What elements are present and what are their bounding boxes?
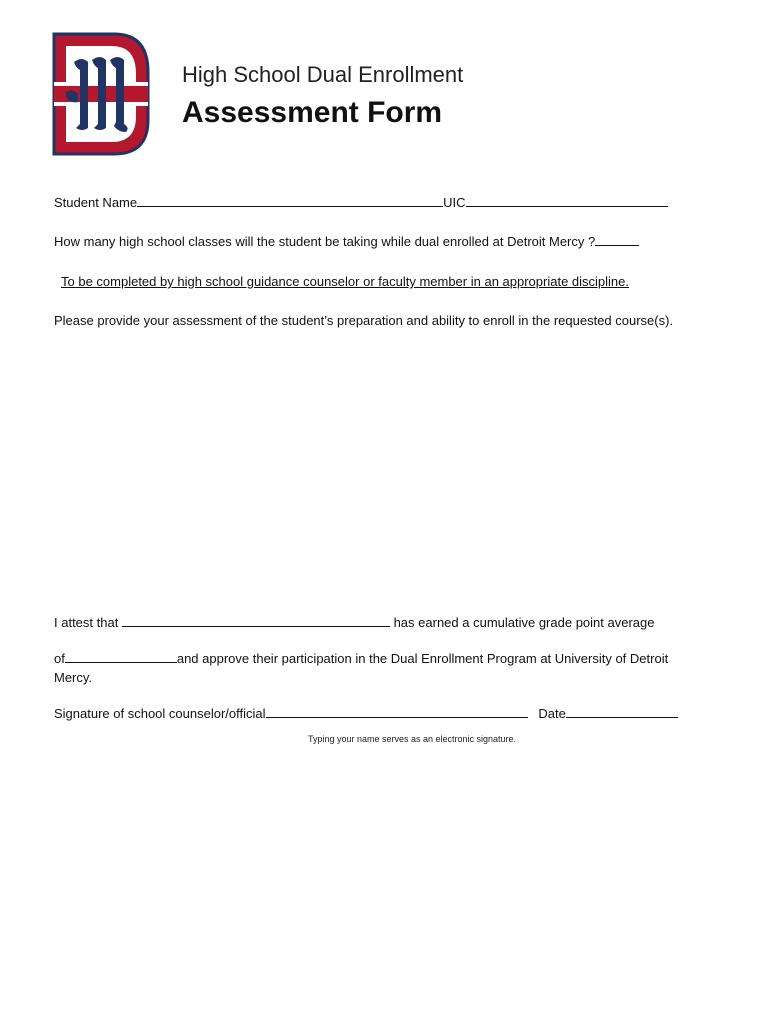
student-name-row [54,194,668,212]
student-name-field[interactable] [137,194,443,207]
attest-middle: has earned a cumulative grade point average [393,615,655,630]
signature-field[interactable] [266,705,528,718]
attest-prefix: I attest that [54,615,119,630]
student-name-label: Student Name [54,195,138,210]
of-label: of [54,651,65,666]
signature-label: Signature of school counselor/official [54,706,266,721]
signature-row [54,705,678,723]
student-attest-name-field[interactable] [122,614,390,627]
form-subtitle: High School Dual Enrollment [182,62,464,87]
detroit-mercy-d-logo-icon [52,32,150,156]
uic-label: UIC [443,195,466,210]
form-title: Assessment Form [182,96,443,129]
attest-row [54,614,654,632]
assessment-textarea[interactable] [54,352,694,602]
assessment-prompt: Please provide your assessment of the student’s preparation and ability to enroll in the requested course(s). [54,313,674,328]
classes-question-row [54,233,639,251]
completion-note: To be completed by high school guidance counselor or faculty member in an appropriate discipline. [61,274,629,289]
uic-field[interactable] [466,194,668,207]
detroit-mercy-logo [52,32,150,156]
signature-note: Typing your name serves as an electronic signature. [307,734,517,744]
approve-text: and approve their participation in the Dual Enrollment Program at University of Detroit Mercy. [54,651,669,685]
gpa-approve-row [54,649,684,687]
gpa-field[interactable] [65,650,177,663]
classes-question-label: How many high school classes will the student be taking while dual enrolled at Detroit Mercy ? [54,234,596,249]
classes-count-field[interactable] [595,233,639,246]
date-field[interactable] [566,705,678,718]
date-label: Date [538,706,566,721]
